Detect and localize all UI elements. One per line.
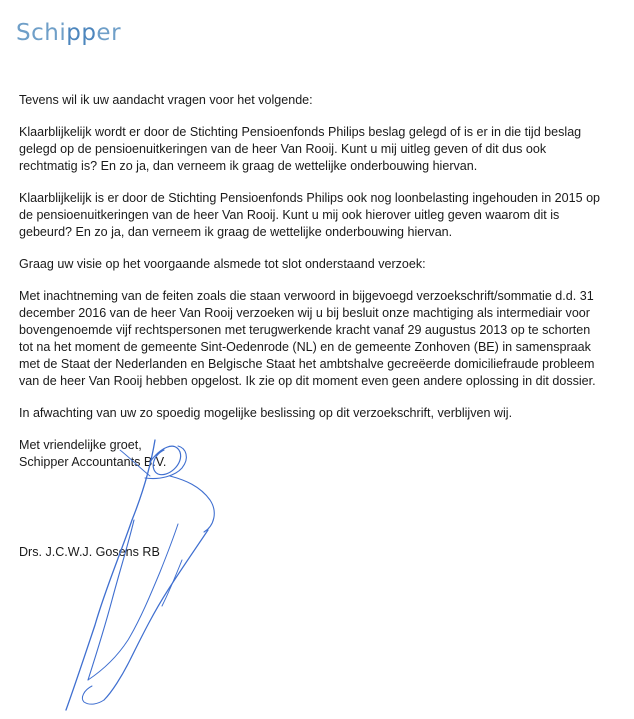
paragraph-loonbelasting: [19, 190, 619, 241]
closing-company: Schipper Accountants B.V.: [19, 455, 167, 469]
closing-greeting: Met vriendelijke groet,: [19, 438, 142, 452]
signature-stroke: [162, 560, 182, 606]
company-logo: [16, 22, 121, 45]
signature-stroke: [88, 520, 134, 680]
text-line: tot na het moment de gemeente Sint-Oedenrode (NL) en de gemeente Zonhoven (BE) in samenspraak: [19, 340, 591, 354]
text-line: Klaarblijkelijk is er door de Stichting Pensioenfonds Philips ook nog loonbelasting ingehouden in 2015 op: [19, 191, 601, 205]
logo-part-2: pp: [66, 20, 97, 46]
signature-stroke: [82, 686, 104, 704]
text-line: Klaarblijkelijk wordt er door de Stichting Pensioenfonds Philips beslag gelegd of is er in die tijd beslag: [19, 125, 582, 139]
text-line: Met inachtneming van de feiten zoals die staan verwoord in bijgevoegd verzoekschrift/sommatie d.d. 31: [19, 289, 594, 303]
text-line: gebeurd? En zo ja, dan verneem ik graag de wettelijke onderbouwing hiervan.: [19, 225, 453, 239]
signature-stroke: [170, 476, 214, 532]
text-line: gelegd op de pensioenuitkeringen van de heer Van Rooij. Kunt u mij uitleg geven of dit dus ook: [19, 142, 547, 156]
signature-stroke: [66, 440, 155, 710]
text-line: van de heer Van Rooij hebben opgelost. Ik zie op dit moment even geen andere oplossing in dit dossier.: [19, 374, 596, 388]
logo-part-1: Schi: [16, 20, 67, 46]
paragraph-verzoek: [19, 288, 619, 390]
text-line: december 2016 van de heer Van Rooij verzoeken wij u bij besluit onze machtiging als intermediair voor: [19, 306, 590, 320]
paragraph-beslag: [19, 124, 619, 175]
text-line: de pensioenuitkeringen van de heer Van Rooij. Kunt u mij ook hierover uitleg geven waarom dit is: [19, 208, 560, 222]
paragraph-intro: [19, 92, 619, 109]
text-line: Tevens wil ik uw aandacht vragen voor het volgende:: [19, 93, 313, 107]
paragraph-afwachting: [19, 405, 619, 422]
text-line: Graag uw visie op het voorgaande alsmede tot slot onderstaand verzoek:: [19, 257, 426, 271]
text-line: rechtmatig is? En zo ja, dan verneem ik graag de wettelijke onderbouwing hiervan.: [19, 159, 478, 173]
signatory-name: Drs. J.C.W.J. Gosens RB: [19, 545, 160, 559]
paragraph-visie: [19, 256, 619, 273]
closing-block: [19, 437, 619, 471]
text-line: In afwachting van uw zo spoedig mogelijke beslissing op dit verzoekschrift, verblijven wij.: [19, 406, 513, 420]
text-line: bovengenoemde vijf rechtspersonen met terugwerkende kracht vanaf 29 augustus 2013 op te schorten: [19, 323, 591, 337]
logo-part-3: er: [96, 20, 122, 46]
letter-body: [19, 92, 619, 471]
text-line: met de Staat der Nederlanden en Belgische Staat het ambtshalve gecreëerde domiciliefraude probleem: [19, 357, 595, 371]
